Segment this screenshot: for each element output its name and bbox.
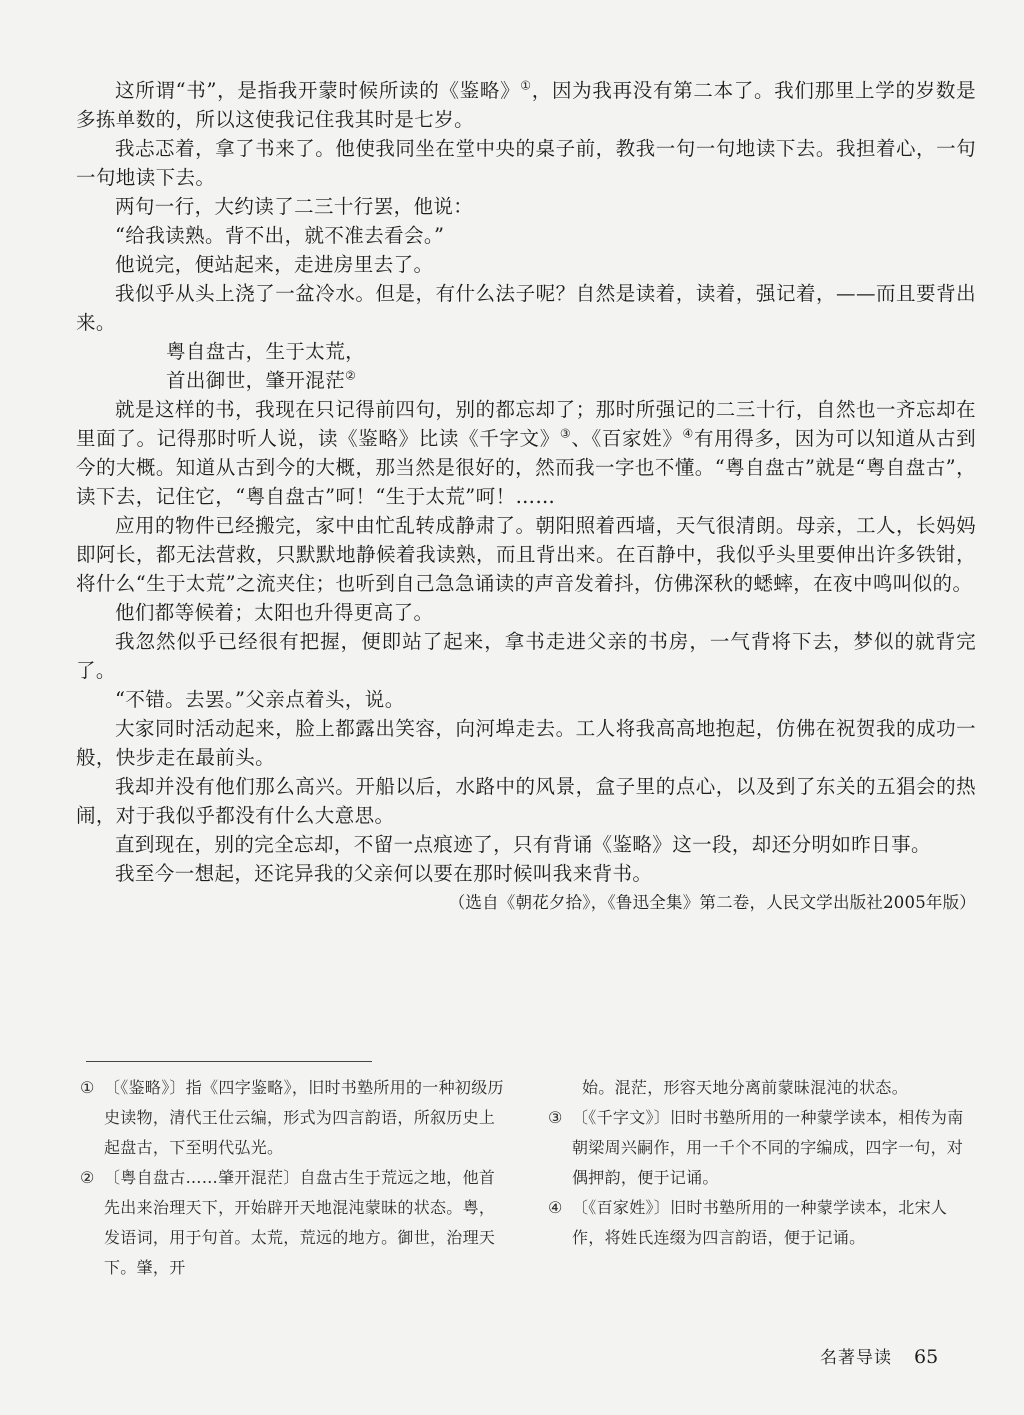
footnote-3: ③ 〔《千字文》〕旧时书塾所用的一种蒙学读本，相传为南朝梁周兴嗣作，用一千个不同的字编成，四字一句，对偶押韵，便于记诵。 [548,1103,976,1193]
footnote-number: ④ [548,1198,563,1217]
paragraph-2: 我忐忑着，拿了书来了。他使我同坐在堂中央的桌子前，教我一句一句地读下去。我担着心，一句一句地读下去。 [76,137,976,189]
footnote-ref-3[interactable]: ③ [559,426,572,441]
main-text [76,76,976,918]
page-number: 65 [914,1346,939,1368]
footnote-number: ① [80,1078,95,1097]
footnote-4: ④ 〔《百家姓》〕旧时书塾所用的一种蒙学读本，北宋人作，将姓氏连缀为四言韵语，便于记诵。 [548,1193,976,1253]
paragraph-10: 我忽然似乎已经很有把握，便即站了起来，拿书走进父亲的书房，一气背将下去，梦似的就背完了。 [76,630,976,682]
footnote-ref-1[interactable]: ① [520,78,532,93]
paragraph-4: “给我读熟。背不出，就不准去看会。” [115,224,445,247]
paragraph-14: 直到现在，别的完全忘却，不留一点痕迹了，只有背诵《鉴略》这一段，却还分明如昨日事。 [115,833,931,856]
paragraph-3: 两句一行，大约读了二三十行罢，他说： [115,195,474,218]
paragraph-1: 这所谓“书”，是指我开蒙时候所读的《鉴略》①，因为我再没有第二本了。我们那里上学的岁数是多拣单数的，所以这使我记住我其时是七岁。 [76,78,976,131]
section-label: 名著导读 [820,1348,892,1368]
footnote-number: ③ [548,1108,563,1127]
paragraph-6: 我似乎从头上浇了一盆冷水。但是，有什么法子呢？自然是读着，读着，强记着，——而且要背出来。 [76,282,976,334]
paragraph-11: “不错。去罢。”父亲点着头，说。 [115,688,405,711]
footnote-ref-2[interactable]: ② [345,368,357,383]
footnote-number: ② [80,1168,95,1187]
page-footer [820,1345,980,1370]
source-citation: （选自《朝花夕拾》，《鲁迅全集》第二卷，人民文学出版社2005年版） [448,893,976,912]
paragraph-7: 就是这样的书，我现在只记得前四句，别的都忘却了；那时所强记的二三十行，自然也一齐忘却在里面了。记得那时听人说，读《鉴略》比读《千字文》③、《百家姓》④有用得多，因为可以知道从古到今的大概。知道从古到今的大概，那当然是很好的，然而我一字也不懂。“粤自盘古”就是“粤自盘古”，读下去，记住它，“粤自盘古”呵！“生于太荒”呵！…… [76,398,976,508]
paragraph-12: 大家同时活动起来，脸上都露出笑容，向河埠走去。工人将我高高地抱起，仿佛在祝贺我的成功一般，快步走在最前头。 [76,717,976,769]
footnote-2: ② 〔粤自盘古……肇开混茫〕自盘古生于荒远之地，他首先出来治理天下，开始辟开天地混沌蒙昧的状态。粤，发语词，用于句首。太荒，荒远的地方。御世，治理天下。肇，开 [80,1163,506,1283]
verse-line-1: 粤自盘古，生于太荒， [166,340,366,363]
footnote-divider [86,1061,372,1062]
footnotes-left-column [80,1073,506,1283]
footnote-1: ① 〔《鉴略》〕指《四字鉴略》，旧时书塾所用的一种初级历史读物，清代王仕云编，形式为四言韵语，所叙历史上起盘古，下至明代弘光。 [80,1073,506,1163]
paragraph-8: 应用的物件已经搬完，家中由忙乱转成静肃了。朝阳照着西墙，天气很清朗。母亲，工人，长妈妈即阿长，都无法营救，只默默地静候着我读熟，而且背出来。在百静中，我似乎头里要伸出许多铁钳，将什么“生于太荒”之流夹住；也听到自己急急诵读的声音发着抖，仿佛深秋的蟋蟀，在夜中鸣叫似的。 [76,514,976,595]
footnote-ref-4[interactable]: ④ [682,426,694,441]
paragraph-5: 他说完，便站起来，走进房里去了。 [115,253,434,276]
paragraph-15: 我至今一想起，还诧异我的父亲何以要在那时候叫我来背书。 [115,862,653,885]
paragraph-13: 我却并没有他们那么高兴。开船以后，水路中的风景，盒子里的点心，以及到了东关的五猖会的热闹，对于我似乎都没有什么大意思。 [76,775,976,827]
paragraph-9: 他们都等候着；太阳也升得更高了。 [115,601,434,624]
verse-line-2: 首出御世，肇开混茫② [166,368,357,392]
footnotes-right-column [548,1073,976,1253]
footnote-2-continued: 始。混茫，形容天地分离前蒙昧混沌的状态。 [582,1078,909,1097]
